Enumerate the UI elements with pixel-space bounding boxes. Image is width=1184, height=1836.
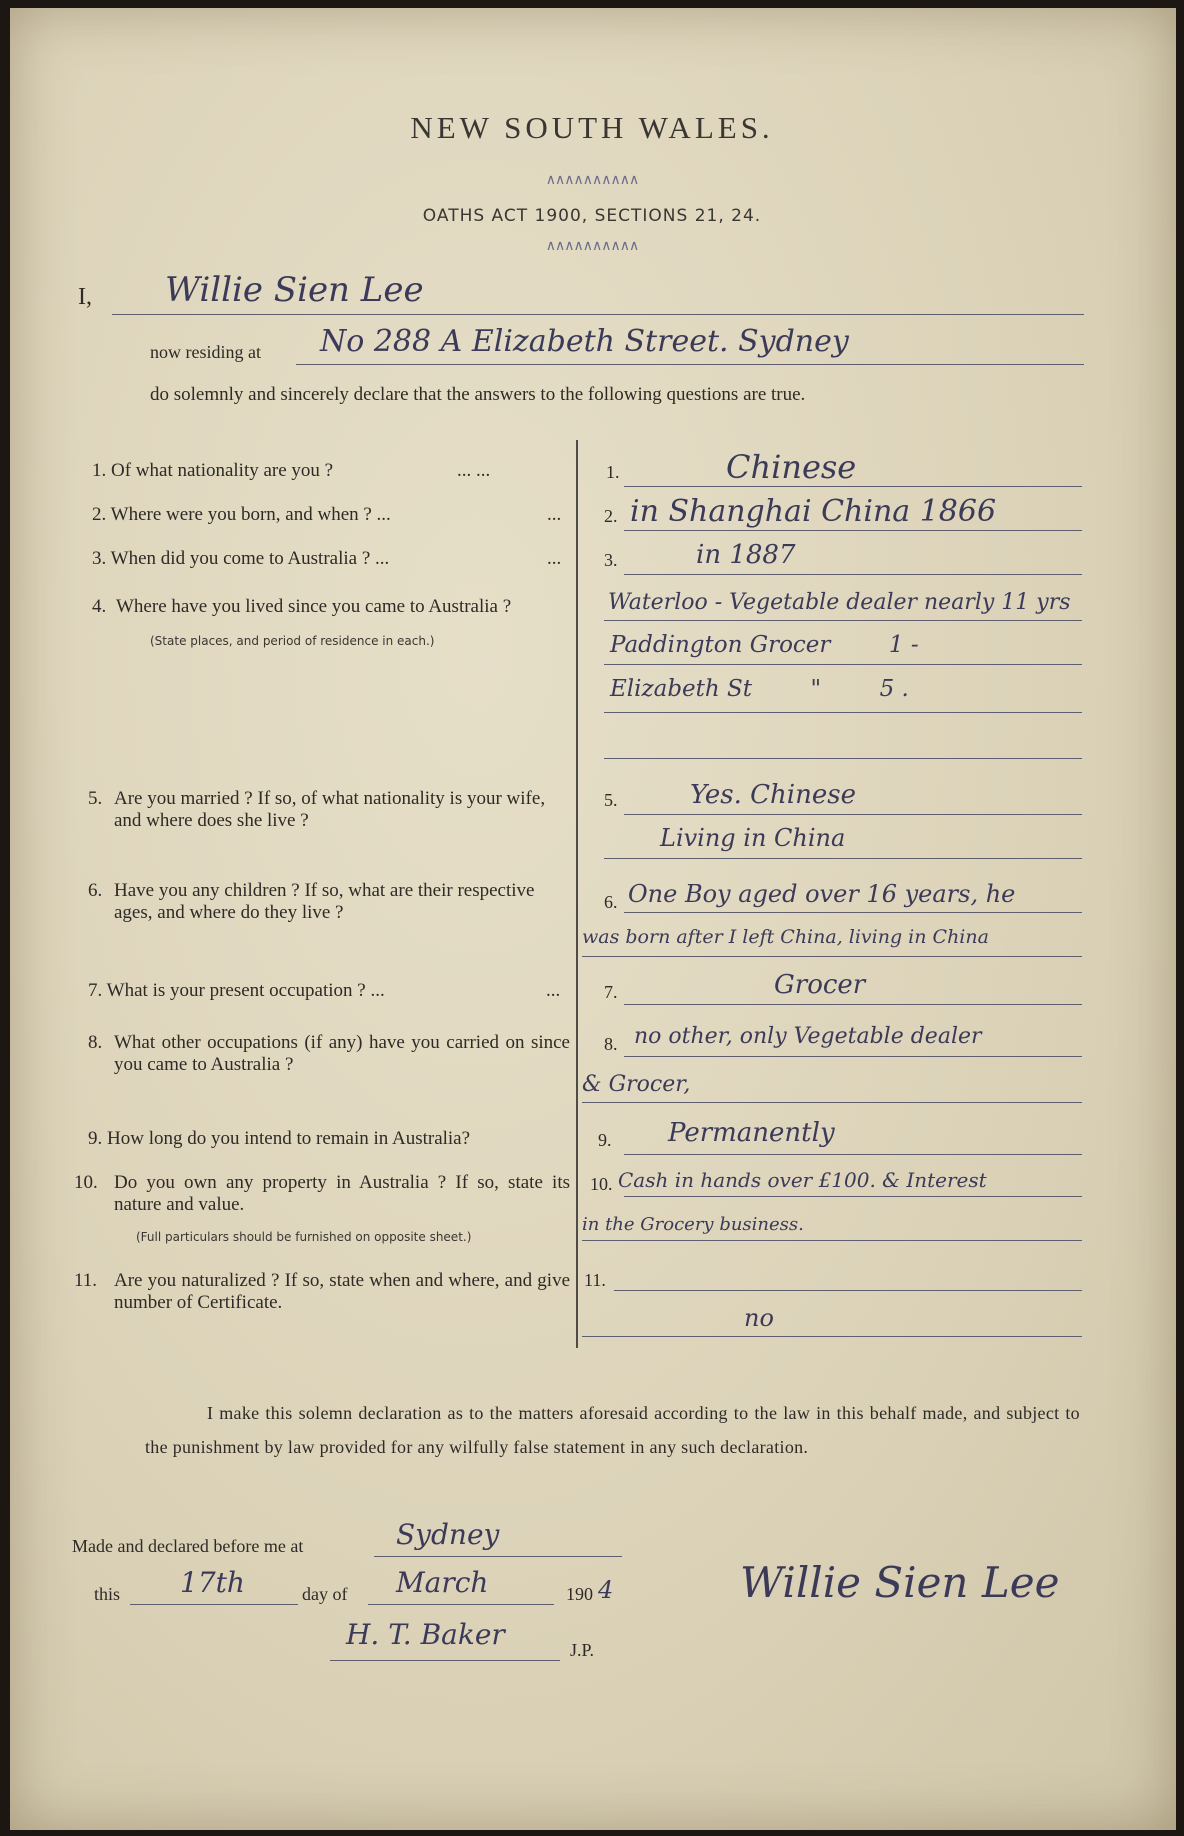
question-10 [74,1172,570,1248]
this-label: this [94,1584,121,1604]
leader-dots: ... ... [457,460,491,481]
question-text: Have you any children ? If so, what are their respective ages, and where do they live ? [114,880,535,923]
ornament-top: ∧∧∧∧∧∧∧∧∧∧ [545,173,639,188]
day-of-label: day of [302,1584,348,1604]
question-text: Where were you born, and when ? ... [110,504,391,525]
answer-line [624,530,1082,531]
answer-number: 5. [604,790,618,810]
made-declared-label: Made and declared before me at [72,1536,304,1556]
answer-number: 1. [606,462,620,482]
answer-line [604,664,1082,665]
pronoun-i: I, [78,284,92,310]
address-line [296,364,1084,365]
act-subtitle: OATHS ACT 1900, SECTIONS 21, 24. [422,206,762,226]
answer-number: 10. [590,1174,613,1194]
question-3 [92,548,572,570]
question-note: (State places, and period of residence in each.) [150,634,435,648]
answer-line [582,1102,1082,1103]
declaration-paragraph: I make this solemn declaration as to the matters aforesaid according to the law in this behalf made, and subject to the punishment by law provided for any wilfully false statement in any such declaration. [145,1403,1080,1457]
question-number: 6. [88,880,103,901]
solemn-declaration-intro: do solemnly and sincerely declare that the answers to the following questions are true. [150,384,806,405]
leader-dots: ... [547,548,562,569]
question-5 [88,788,570,832]
declared-month: March [396,1566,489,1599]
column-divider [576,440,578,1348]
declarant-name: Willie Sien Lee [165,270,424,310]
jp-line [330,1660,560,1661]
residing-label: now residing at [150,342,261,362]
answer-number: 2. [604,506,618,526]
question-number: 11. [74,1270,98,1291]
question-7 [88,980,570,1002]
question-text: Where have you lived since you came to Australia ? [116,596,512,617]
question-text: What other occupations (if any) have you carried on since you came to Australia ? [114,1032,570,1075]
answer-10-line-2: in the Grocery business. [582,1214,804,1235]
answer-5-line-1: Yes. Chinese [690,780,856,810]
day-line [130,1604,298,1605]
answer-4-line-1: Waterloo - Vegetable dealer nearly 11 yrs [608,590,1071,615]
declarant-signature: Willie Sien Lee [740,1558,1060,1607]
answer-2: in Shanghai China 1866 [630,494,997,529]
question-number: 9. [88,1128,103,1149]
question-text: Are you naturalized ? If so, state when and where, and give number of Certificate. [114,1270,570,1313]
answer-4-line-3: Elizabeth St " 5 . [610,676,909,702]
answer-line [604,712,1082,713]
question-number: 5. [88,788,103,809]
question-number: 7. [88,980,103,1001]
question-text: When did you come to Australia ? ... [110,548,390,569]
answer-line [624,1004,1082,1005]
jp-signature: H. T. Baker [346,1618,505,1651]
year-suffix: 4 [598,1576,614,1604]
answer-number: 11. [584,1270,606,1290]
question-number: 8. [88,1032,103,1053]
answer-5-line-2: Living in China [660,824,846,852]
declared-place: Sydney [396,1518,500,1551]
name-line [112,314,1084,315]
answer-line [604,758,1082,759]
question-text: What is your present occupation ? ... [106,980,385,1001]
answer-line [624,1056,1082,1057]
question-11 [74,1270,570,1314]
question-text: Are you married ? If so, of what nationality is your wife, and where does she live ? [114,788,546,831]
question-number: 1. [92,460,107,481]
answer-line [604,620,1082,621]
answer-line [614,1290,1082,1291]
question-text: How long do you intend to remain in Australia? [107,1128,471,1149]
leader-dots: ... [547,504,562,525]
month-line [368,1604,554,1605]
declared-day: 17th [180,1566,245,1599]
question-text: Do you own any property in Australia ? If so, state its nature and value. [114,1172,570,1215]
leader-dots: ... [546,980,561,1001]
answer-number: 6. [604,892,618,912]
answer-10-line-1: Cash in hands over £100. & Interest [618,1168,987,1192]
answer-line [624,1154,1082,1155]
answer-line [604,858,1082,859]
question-2 [92,504,572,526]
answer-6-line-2: was born after I left China, living in China [582,926,989,948]
year-prefix: 190 [566,1584,593,1604]
answer-8-line-1: no other, only Vegetable dealer [634,1024,982,1049]
place-line [374,1556,622,1557]
answer-11: no [744,1304,774,1332]
answer-line [582,1336,1082,1337]
question-9 [88,1128,570,1150]
answer-9: Permanently [668,1118,835,1148]
ornament-bottom: ∧∧∧∧∧∧∧∧∧∧ [545,239,639,254]
question-1 [92,460,572,482]
answer-line [582,956,1082,957]
answer-line [624,1196,1082,1197]
answer-1: Chinese [726,448,857,486]
answer-number: 7. [604,982,618,1002]
answer-6-line-1: One Boy aged over 16 years, he [628,880,1016,908]
answer-7: Grocer [774,970,866,1000]
question-6 [88,880,570,924]
answer-8-line-2: & Grocer, [582,1072,691,1097]
answer-line [624,574,1082,575]
form-title: NEW SOUTH WALES. [410,110,774,145]
question-number: 3. [92,548,107,569]
question-note: (Full particulars should be furnished on opposite sheet.) [136,1230,472,1244]
address: No 288 A Elizabeth Street. Sydney [320,324,849,359]
question-4 [92,596,570,652]
answer-number: 3. [604,550,618,570]
answer-line [624,486,1082,487]
answer-3: in 1887 [696,540,796,570]
answer-line [582,1240,1082,1241]
question-number: 10. [74,1172,98,1193]
jp-label: J.P. [570,1640,595,1660]
answer-line [624,912,1082,913]
answer-number: 8. [604,1034,618,1054]
answer-line [624,814,1082,815]
question-text: Of what nationality are you ? [111,460,334,481]
answer-4-line-2: Paddington Grocer 1 - [610,632,919,658]
answer-number: 9. [598,1130,612,1150]
question-number: 2. [92,504,107,525]
question-8 [88,1032,570,1076]
question-number: 4. [92,596,107,617]
